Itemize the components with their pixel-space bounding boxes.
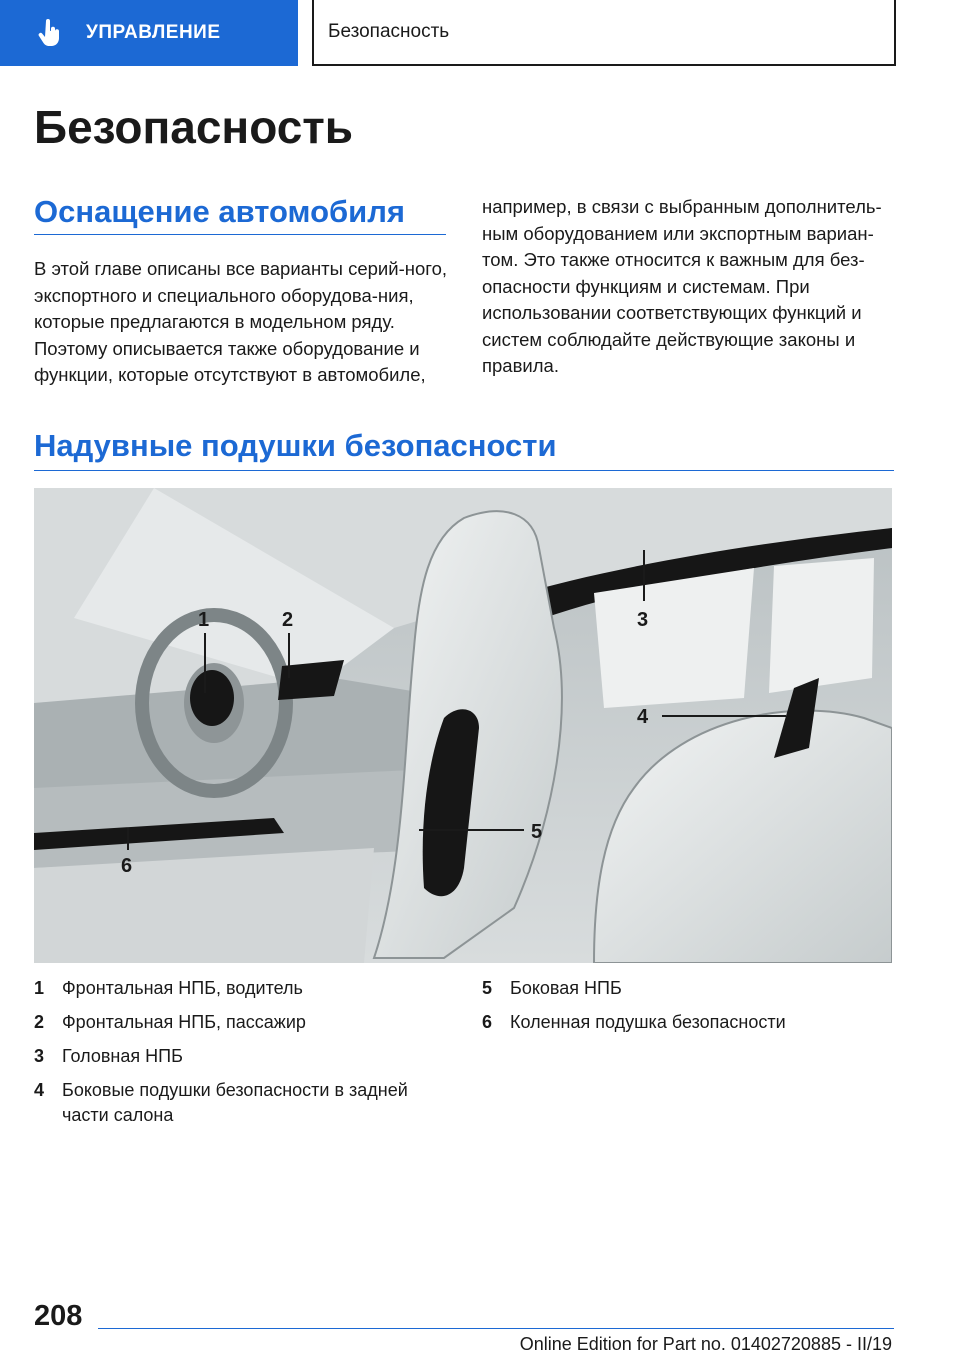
legend-number: 4 — [34, 1080, 45, 1100]
airbag-interior-illustration — [34, 488, 892, 963]
callout-6: 6 — [121, 855, 133, 877]
callout-3: 3 — [637, 609, 649, 631]
callout-2: 2 — [282, 609, 294, 631]
equipment-paragraph-col1: В этой главе описаны все варианты серий-ного, экспортного и специального оборудова-ния, которые предлагаются в модельном ряду. Поэтому описывается также оборудование и функции, которые отсутствуют в автомобиле, — [34, 258, 448, 385]
legend-item — [482, 1010, 894, 1035]
equipment-paragraph-col2: например, в связи с выбранным дополнитель-ным оборудованием или экспортным вариан-том. Это также относится к важным для без-опасности функциям и системам. При использовании соответствующих функций и систем соблюдайте действующие законы и правила. — [482, 196, 882, 376]
airbag-legend-left — [34, 976, 448, 1137]
callout-1: 1 — [198, 609, 210, 631]
legend-text: Головная НПБ — [62, 1046, 183, 1066]
legend-text: Фронтальная НПБ, водитель — [62, 978, 303, 998]
equipment-section-title: Оснащение автомобиля — [34, 194, 405, 229]
chapter-tab[interactable] — [312, 0, 896, 66]
legend-text: Фронтальная НПБ, пассажир — [62, 1012, 306, 1032]
page-number: 208 — [34, 1300, 83, 1332]
legend-number: 3 — [34, 1046, 45, 1066]
legend-text: Боковые подушки безопасности в задней части салона — [62, 1080, 408, 1125]
legend-number: 1 — [34, 978, 45, 998]
legend-item — [34, 1078, 448, 1128]
page-header — [0, 0, 960, 68]
footer-rule — [98, 1328, 894, 1329]
equipment-title-rule — [34, 234, 446, 235]
legend-text: Коленная подушка безопасности — [510, 1012, 786, 1032]
chapter-label: Безопасность — [328, 21, 450, 42]
airbags-title-rule — [34, 470, 894, 471]
section-tab[interactable] — [0, 0, 298, 66]
legend-number: 2 — [34, 1012, 45, 1032]
legend-item — [34, 976, 448, 1001]
airbag-legend-right — [482, 976, 894, 1044]
legend-item — [34, 1044, 448, 1069]
section-label: УПРАВЛЕНИЕ — [86, 22, 221, 43]
legend-text: Боковая НПБ — [510, 978, 622, 998]
callout-5: 5 — [531, 821, 543, 843]
legend-number: 5 — [482, 978, 493, 998]
page-title: Безопасность — [34, 101, 354, 153]
hand-pointer-icon — [36, 19, 64, 47]
legend-item — [482, 976, 894, 1001]
legend-item — [34, 1010, 448, 1035]
legend-number: 6 — [482, 1012, 493, 1032]
callout-4: 4 — [637, 706, 649, 728]
edition-footer: Online Edition for Part no. 01402720885 - II/19 — [519, 1334, 892, 1354]
airbags-section-title: Надувные подушки безопасности — [34, 428, 557, 463]
